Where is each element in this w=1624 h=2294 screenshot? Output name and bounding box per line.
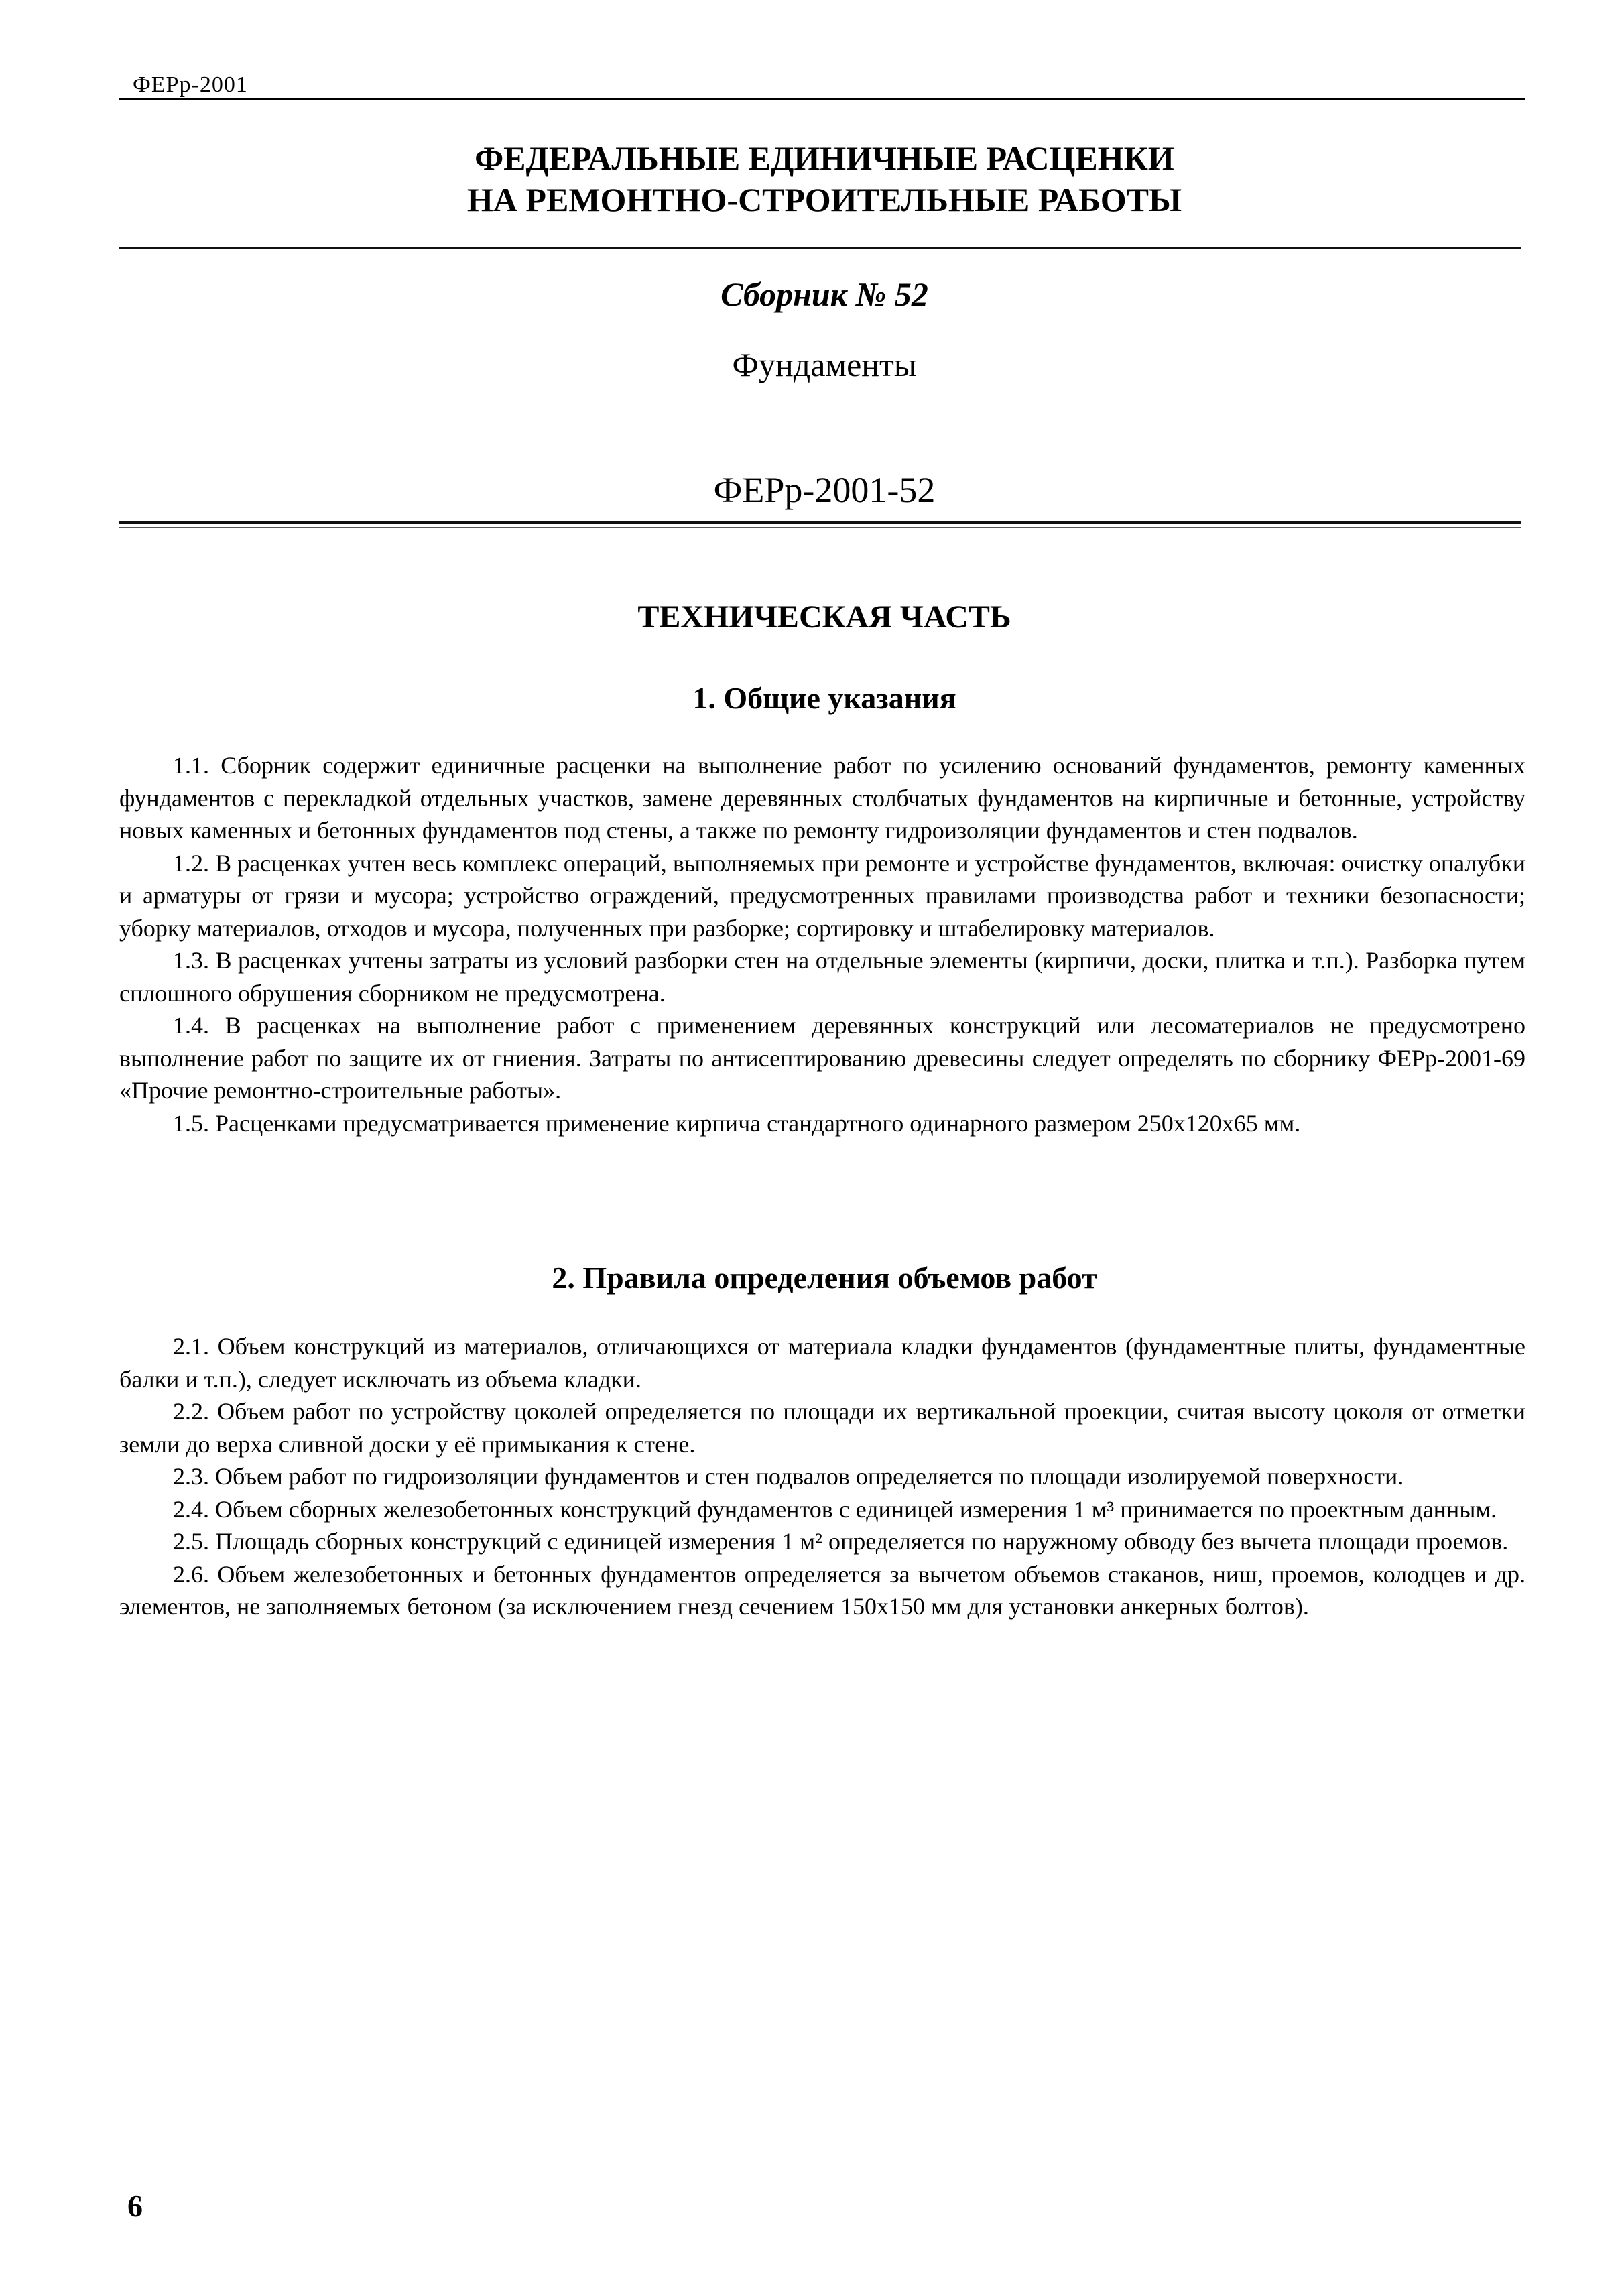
- section-body-volume-rules: [119, 1330, 1525, 1623]
- paragraph-2-3: 2.3. Объем работ по гидроизоляции фундаментов и стен подвалов определяется по площади изолируемой поверхности.: [173, 1463, 1404, 1490]
- title-rule: [119, 247, 1521, 249]
- section-body-general: [119, 749, 1525, 1139]
- collection-subject: Фундаменты: [732, 346, 917, 383]
- page-number: 6: [127, 2189, 143, 2223]
- collection-code: ФЕРр-2001-52: [713, 470, 936, 510]
- paragraph-2-1: 2.1. Объем конструкций из материалов, отличающихся от материала кладки фундаментов (фундаментные плиты, фундаментные балки и т.п.), следует исключать из объема кладки.: [119, 1333, 1525, 1393]
- code-rule-top: [119, 521, 1521, 524]
- paragraph-1-1: 1.1. Сборник содержит единичные расценки на выполнение работ по усилению оснований фундаментов, ремонту каменных фундаментов с перекладкой отдельных участков, замене деревянных столбчатых фундаментов на кирпичные и бетонные, устройству новых каменных и бетонных фундаментов под стены, а также по ремонту гидроизоляции фундаментов и стен подвалов.: [119, 752, 1525, 844]
- paragraph-2-2: 2.2. Объем работ по устройству цоколей определяется по площади их вертикальной проекции, считая высоту цоколя от отметки земли до верха сливной доски у её примыкания к стене.: [119, 1398, 1525, 1458]
- running-head: ФЕРр-2001: [133, 72, 248, 97]
- paragraph-1-5: 1.5. Расценками предусматривается применение кирпича стандартного одинарного размером 250x120x65 мм.: [173, 1109, 1301, 1137]
- paragraph-2-5: 2.5. Площадь сборных конструкций с единицей измерения 1 м² определяется по наружному обводу без вычета площади проемов.: [173, 1528, 1509, 1555]
- header-rule: [119, 98, 1525, 100]
- title-line-1: ФЕДЕРАЛЬНЫЕ ЕДИНИЧНЫЕ РАСЦЕНКИ: [475, 139, 1174, 177]
- section-title-volume-rules: 2. Правила определения объемов работ: [552, 1261, 1097, 1295]
- paragraph-1-4: 1.4. В расценках на выполнение работ с применением деревянных конструкций или лесоматериалов не предусмотрено выполнение работ по защите их от гниения. Затраты по антисептированию древесины следует определять по сборнику ФЕРр-2001-69 «Прочие ремонтно-строительные работы».: [119, 1012, 1525, 1104]
- document-title: [121, 137, 1528, 220]
- title-line-2: НА РЕМОНТНО-СТРОИТЕЛЬНЫЕ РАБОТЫ: [466, 181, 1182, 218]
- paragraph-2-6: 2.6. Объем железобетонных и бетонных фундаментов определяется за вычетом объемов стаканов, ниш, проемов, колодцев и др. элементов, не заполняемых бетоном (за исключением гнезд сечением 150x150 мм для установки анкерных болтов).: [119, 1560, 1525, 1620]
- collection-title: Сборник № 52: [721, 275, 928, 313]
- section-title-general: 1. Общие указания: [692, 681, 956, 715]
- code-rule-bottom: [119, 527, 1521, 528]
- paragraph-1-2: 1.2. В расценках учтен весь комплекс операций, выполняемых при ремонте и устройстве фундаментов, включая: очистку опалубки и арматуры от грязи и мусора; устройство ограждений, предусмотренных правилами производства работ и техники безопасности; уборку материалов, отходов и мусора, полученных при разборке; сортировку и штабелировку материалов.: [119, 849, 1525, 942]
- paragraph-1-3: 1.3. В расценках учтены затраты из условий разборки стен на отдельные элементы (кирпичи, доски, плитка и т.п.). Разборка путем сплошного обрушения сборником не предусмотрена.: [119, 947, 1525, 1007]
- paragraph-2-4: 2.4. Объем сборных железобетонных конструкций фундаментов с единицей измерения 1 м³ принимается по проектным данным.: [173, 1495, 1497, 1523]
- part-title: ТЕХНИЧЕСКАЯ ЧАСТЬ: [637, 599, 1011, 635]
